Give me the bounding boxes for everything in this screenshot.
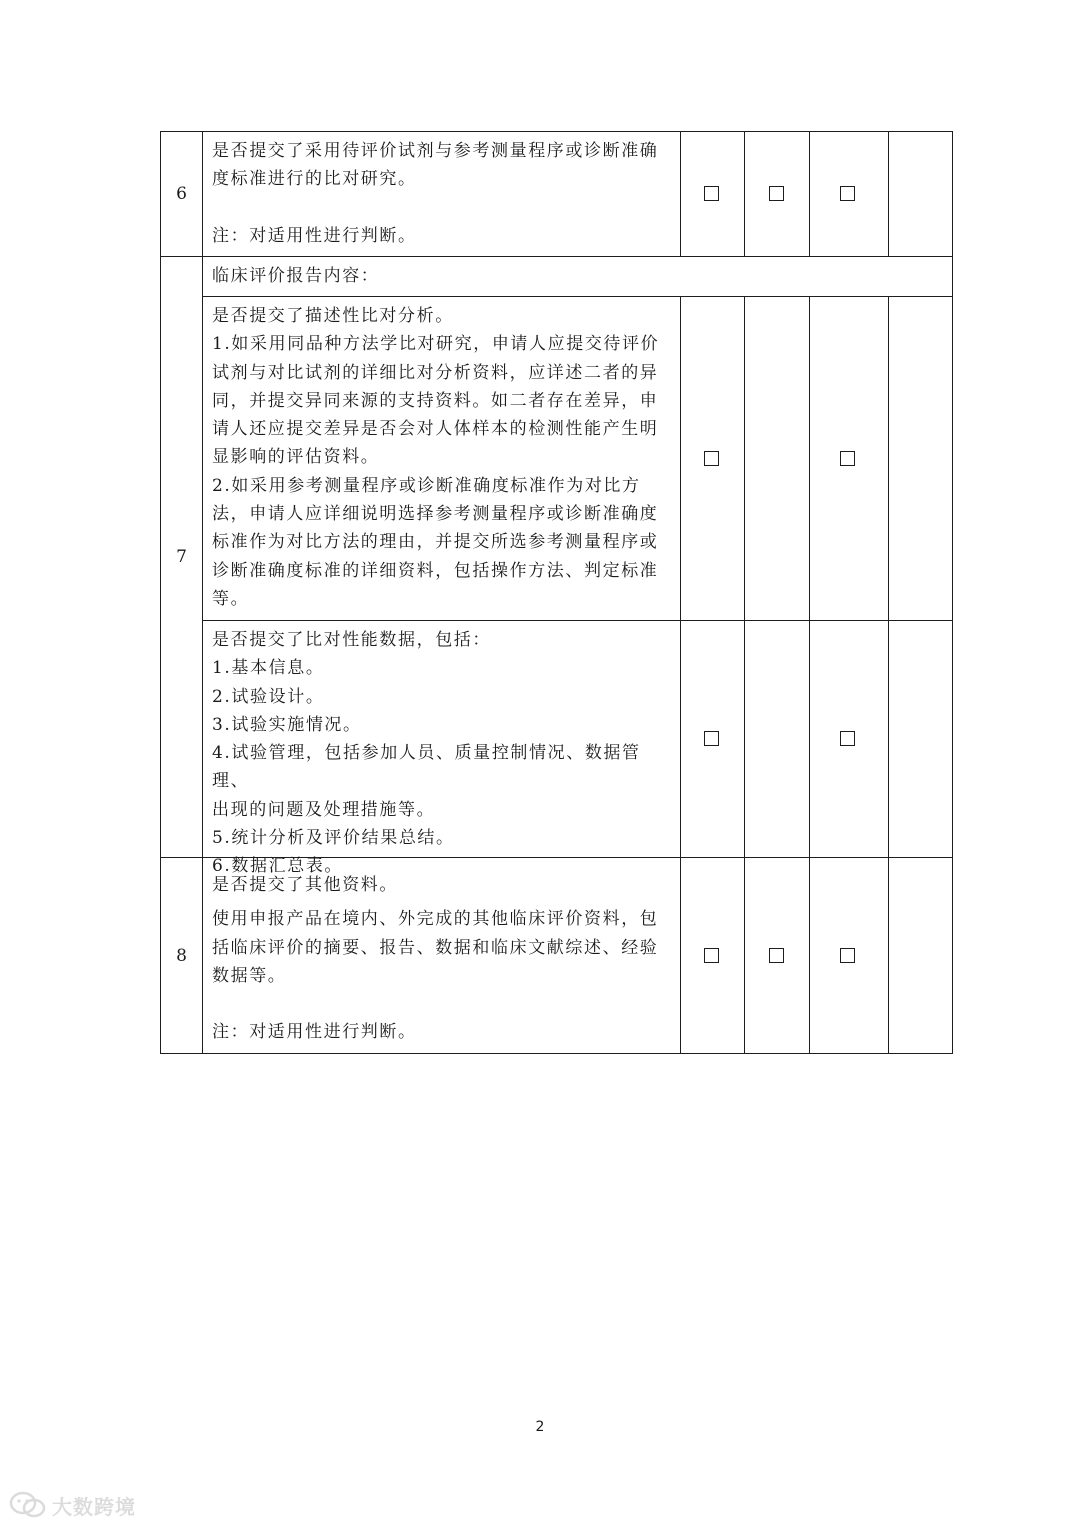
row-7-line: 1.如采用同品种方法学比对研究，申请人应提交待评价 (212, 334, 660, 355)
wechat-logo-icon (8, 1490, 48, 1520)
row-6-note: 注：对适用性进行判断。 (212, 225, 417, 246)
row-7-section-header: 临床评价报告内容： (212, 266, 380, 286)
row-6-line: 是否提交了采用待评价试剂与参考测量程序或诊断准确 (212, 141, 659, 161)
watermark (8, 1490, 136, 1520)
checkbox[interactable] (840, 451, 855, 466)
checkbox[interactable] (840, 731, 855, 746)
row-7-line: 5.统计分析及评价结果总结。 (212, 828, 455, 849)
row-7-line: 1.基本信息。 (212, 658, 325, 679)
column-divider (680, 296, 681, 1053)
checkbox[interactable] (769, 948, 784, 963)
checkbox[interactable] (704, 948, 719, 963)
checkbox[interactable] (704, 451, 719, 466)
row-7-line: 是否提交了描述性比对分析。 (212, 306, 454, 326)
row-number-6: 6 (176, 184, 187, 204)
checkbox[interactable] (840, 948, 855, 963)
row-8-line: 使用申报产品在境内、外完成的其他临床评价资料，包 (212, 909, 659, 930)
row-8-line: 括临床评价的摘要、报告、数据和临床文献综述、经验 (212, 937, 659, 958)
row-8-note: 注：对适用性进行判断。 (212, 1022, 417, 1043)
row-7-line: 法，申请人应详细说明选择参考测量程序或诊断准确度 (212, 504, 659, 525)
row-8-line: 数据等。 (212, 965, 287, 986)
checkbox[interactable] (704, 731, 719, 746)
row-7-question-descriptive (202, 302, 680, 620)
table-border-right (952, 131, 953, 1053)
column-divider (744, 131, 745, 256)
row-7-line: 试剂与对比试剂的详细比对分析资料，应详述二者的异 (212, 362, 659, 383)
row-7-line: 请人还应提交差异是否会对人体样本的检测性能产生明 (212, 419, 659, 440)
column-divider (809, 296, 810, 1053)
row-7-question-performance (202, 626, 680, 877)
column-divider (744, 296, 745, 1053)
row-6-question (202, 137, 680, 255)
checkbox[interactable] (840, 186, 855, 201)
row-7-line: 出现的问题及处理措施等。 (212, 799, 436, 820)
column-divider (888, 296, 889, 1053)
row-divider (202, 296, 953, 297)
checkbox[interactable] (704, 186, 719, 201)
row-7-line: 2.如采用参考测量程序或诊断准确度标准作为对比方 (212, 475, 641, 496)
row-divider (160, 256, 953, 257)
watermark-text: 大数跨境 (52, 1494, 136, 1519)
row-7-line: 等。 (212, 588, 250, 609)
row-divider (202, 620, 953, 621)
row-8-question (202, 871, 680, 1051)
row-number-8: 8 (176, 945, 187, 966)
row-7-line: 显影响的评估资料。 (212, 447, 380, 468)
row-7-line: 同，并提交异同来源的支持资料。如二者存在差异，申 (212, 390, 659, 411)
table-border-top (160, 131, 953, 132)
row-7-line: 2.试验设计。 (212, 686, 325, 707)
table-border-bottom (160, 1053, 953, 1054)
row-7-line: 4.试验管理，包括参加人员、质量控制情况、数据管理、 (212, 743, 641, 792)
checkbox[interactable] (769, 186, 784, 201)
row-7-line: 是否提交了比对性能数据，包括： (212, 630, 491, 650)
row-7-line: 3.试验实施情况。 (212, 714, 362, 735)
row-6-line: 度标准进行的比对研究。 (212, 169, 417, 190)
column-divider (680, 131, 681, 256)
page-number: 2 (535, 1419, 545, 1435)
column-divider (809, 131, 810, 256)
row-number-7: 7 (176, 547, 187, 567)
column-divider (888, 131, 889, 256)
row-8-line: 是否提交了其他资料。 (212, 875, 398, 895)
row-7-line: 诊断准确度标准的详细资料，包括操作方法、判定标准 (212, 560, 659, 581)
row-7-line: 标准作为对比方法的理由，并提交所选参考测量程序或 (212, 532, 659, 553)
row-7-line: 6.数据汇总表。 (212, 856, 344, 877)
